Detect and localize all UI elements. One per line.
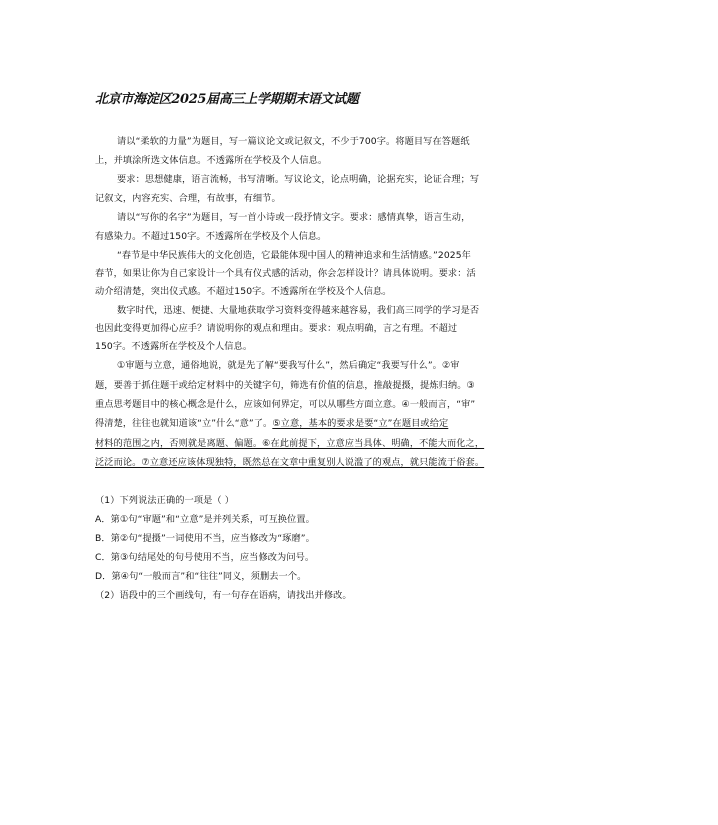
underlined-sentence: ⑤立意，基本的要求是要“立”在题目或给定 — [272, 418, 449, 429]
passage-text-segment: 得清楚，往往也就知道该“立”什么“意”了。 — [95, 418, 273, 429]
paragraph-line: 150字。不透露所在学校及个人信息。 — [95, 341, 253, 352]
option-c: C．第③句结尾处的句号使用不当，应当修改为问号。 — [95, 552, 315, 563]
document-title: 北京市海淀区2025届高三上学期期末语文试题 — [95, 92, 359, 107]
underlined-sentence: 材料的范围之内，否则就是离题、偏题。⑥在此前提下，立意应当具体、明确，不能大而化之， — [95, 438, 485, 449]
passage-line: 重点思考题目中的核心概念是什么，应该如何界定，可以从哪些方面立意。④一般而言，“审” — [95, 399, 476, 410]
option-a: A．第①句“审题”和“立意”是并列关系，可互换位置。 — [95, 514, 315, 525]
option-b: B．第②句“提摄”一词使用不当，应当修改为“琢磨”。 — [95, 533, 315, 544]
paragraph-line: 请以“柔软的力量”为题目，写一篇议论文或记叙文，不少于700字。将题目写在答题纸 — [117, 136, 470, 147]
paragraph-line: “春节是中华民族伟大的文化创造，它最能体现中国人的精神追求和生活情感。”2025年 — [117, 250, 471, 261]
question-stem: （1）下列说法正确的一项是（ ） — [95, 495, 234, 506]
paragraph-line: 春节，如果让你为自己家设计一个具有仪式感的活动，你会怎样设计？请具体说明。要求：活 — [95, 268, 476, 279]
paragraph-line: 有感染力。不超过150字。不透露所在学校及个人信息。 — [95, 231, 327, 242]
paragraph-line: 数字时代，迅速、便捷、大量地获取学习资料变得越来越容易，我们高三同学的学习是否 — [117, 305, 480, 316]
passage-line: 题，要善于抓住题干或给定材料中的关键字句，筛选有价值的信息，推敲提摄，提炼归纳。③ — [95, 380, 475, 391]
passage-line — [95, 418, 448, 430]
paragraph-line: 要求：思想健康，语言流畅，书写清晰。写议论文，论点明确，论据充实，论证合理；写 — [117, 174, 480, 185]
passage-line: ①审题与立意，通俗地说，就是先了解“要我写什么”，然后确定“我要写什么”。②审 — [117, 360, 460, 371]
paragraph-line: 动介绍清楚，突出仪式感。不超过150字。不透露所在学校及个人信息。 — [95, 286, 392, 297]
paragraph-line: 上，并填涂所选文体信息。不透露所在学校及个人信息。 — [95, 155, 328, 166]
underlined-sentence: 泛泛而论。⑦立意还应该体现独特，既然总在文章中重复别人说滥了的观点，就只能流于俗套。 — [95, 457, 485, 468]
option-d: D．第④句“一般而言”和“往往”同义，须删去一个。 — [95, 571, 307, 582]
paragraph-line: 请以“写你的名字”为题目，写一首小诗或一段抒情文字。要求：感情真挚，语言生动， — [117, 212, 471, 223]
question-stem: （2）语段中的三个画线句，有一句存在语病，请找出并修改。 — [95, 590, 352, 601]
paragraph-line: 也因此变得更加得心应手？请说明你的观点和理由。要求：观点明确，言之有理。不超过 — [95, 323, 458, 334]
paragraph-line: 记叙文，内容充实、合理，有故事，有细节。 — [95, 193, 281, 204]
